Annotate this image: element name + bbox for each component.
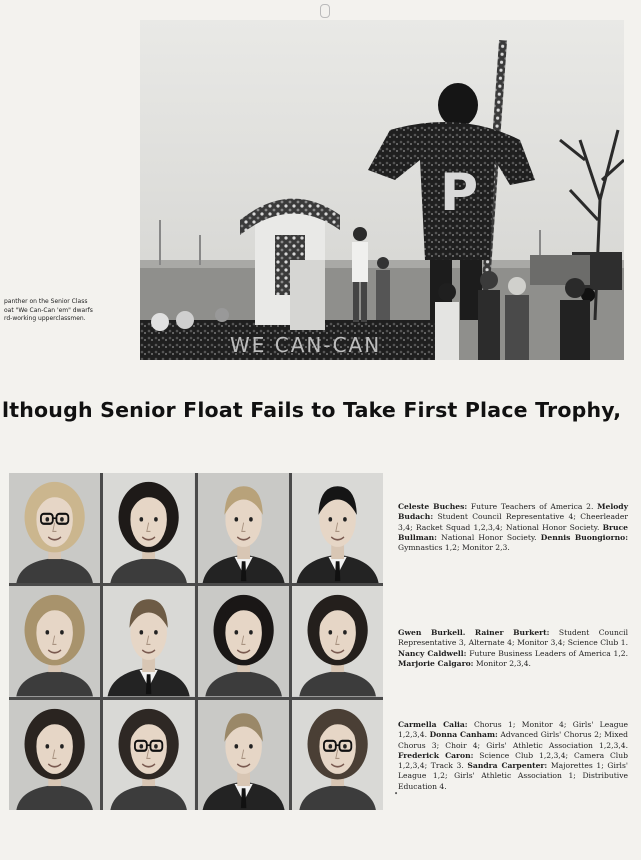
caption-line: panther on the Senior Class (4, 298, 88, 305)
student-activities: Majorettes 1; Girls' League 1,2; Girls' Athletic Association 1; Distributive Education 4. (398, 761, 628, 791)
senior-float-photo (140, 20, 624, 360)
bio-block-row-1 (398, 502, 628, 553)
page-headline: lthough Senior Float Fails to Take First Place Trophy, (2, 398, 622, 422)
student-portrait (198, 700, 289, 810)
student-name: Celeste Buches: (398, 502, 468, 511)
student-activities: Science Club 1,2,3,4; Camera Club 1,2,3,4; Track 3. (398, 750, 628, 771)
student-activities: Gymnastics 1,2; Monitor 2,3. (398, 543, 510, 553)
student-portrait (198, 586, 289, 696)
student-name: Bruce Bullman: (398, 522, 628, 542)
student-name: Gwen Burkell. (398, 628, 466, 637)
bio-block-row-2 (398, 628, 628, 669)
student-name: Donna Canham: (429, 730, 498, 740)
student-name: Sandra Carpenter: (467, 761, 548, 771)
student-activities: Future Teachers of America 2. (467, 502, 598, 511)
student-portrait (9, 586, 100, 696)
staple-mark (320, 4, 330, 18)
student-portrait (103, 586, 194, 696)
caption-line: rd-working upperclassmen. (4, 315, 86, 323)
float-photo-caption (4, 298, 136, 324)
student-activities: Student Council Representative 3, Alternate 4; Monitor 3,4; Science Club 1. (398, 628, 628, 648)
student-activities: Future Business Leaders of America 1,2. (466, 648, 628, 658)
student-name: Marjorie Calgaro: (398, 658, 474, 668)
student-activities (465, 628, 474, 637)
student-name: Dennis Buongiorno: (540, 532, 629, 542)
student-activities: National Honor Society. (437, 532, 541, 542)
page-corner-mark: • (394, 790, 399, 798)
student-name: Rainer Burkert: (474, 628, 550, 637)
student-portrait (103, 700, 194, 810)
senior-portrait-grid (9, 473, 383, 810)
student-portrait (292, 586, 383, 696)
float-sign-text: WE CAN-CAN (230, 333, 382, 357)
student-portrait (198, 473, 289, 583)
student-name: Melody Budach: (398, 502, 629, 522)
student-portrait (9, 473, 100, 583)
student-activities: Monitor 2,3,4. (473, 658, 531, 668)
student-portrait (9, 700, 100, 810)
student-portrait (103, 473, 194, 583)
bio-block-row-3 (398, 720, 628, 792)
student-activities: Advanced Girls' Chorus 2; Mixed Chorus 3; Choir 4; Girls' Athletic Association 1,2,3,4. (398, 730, 628, 750)
caption-line: oat "We Can-Can 'em" dwarfs (4, 306, 93, 314)
student-name: Carmella Calia: (398, 720, 468, 729)
student-portrait (292, 473, 383, 583)
student-name: Nancy Caldwell: (398, 648, 467, 658)
student-name: Frederick Caron: (398, 750, 474, 760)
student-portrait (292, 700, 383, 810)
float-letter-text: P (440, 163, 479, 223)
student-activities: Chorus 1; Monitor 4; Girls' League 1,2,3,4. (398, 720, 628, 740)
student-activities: Student Council Representative 4; Cheerleader 3,4; Racket Squad 1,2,3,4; National Honor Society. (398, 512, 628, 532)
